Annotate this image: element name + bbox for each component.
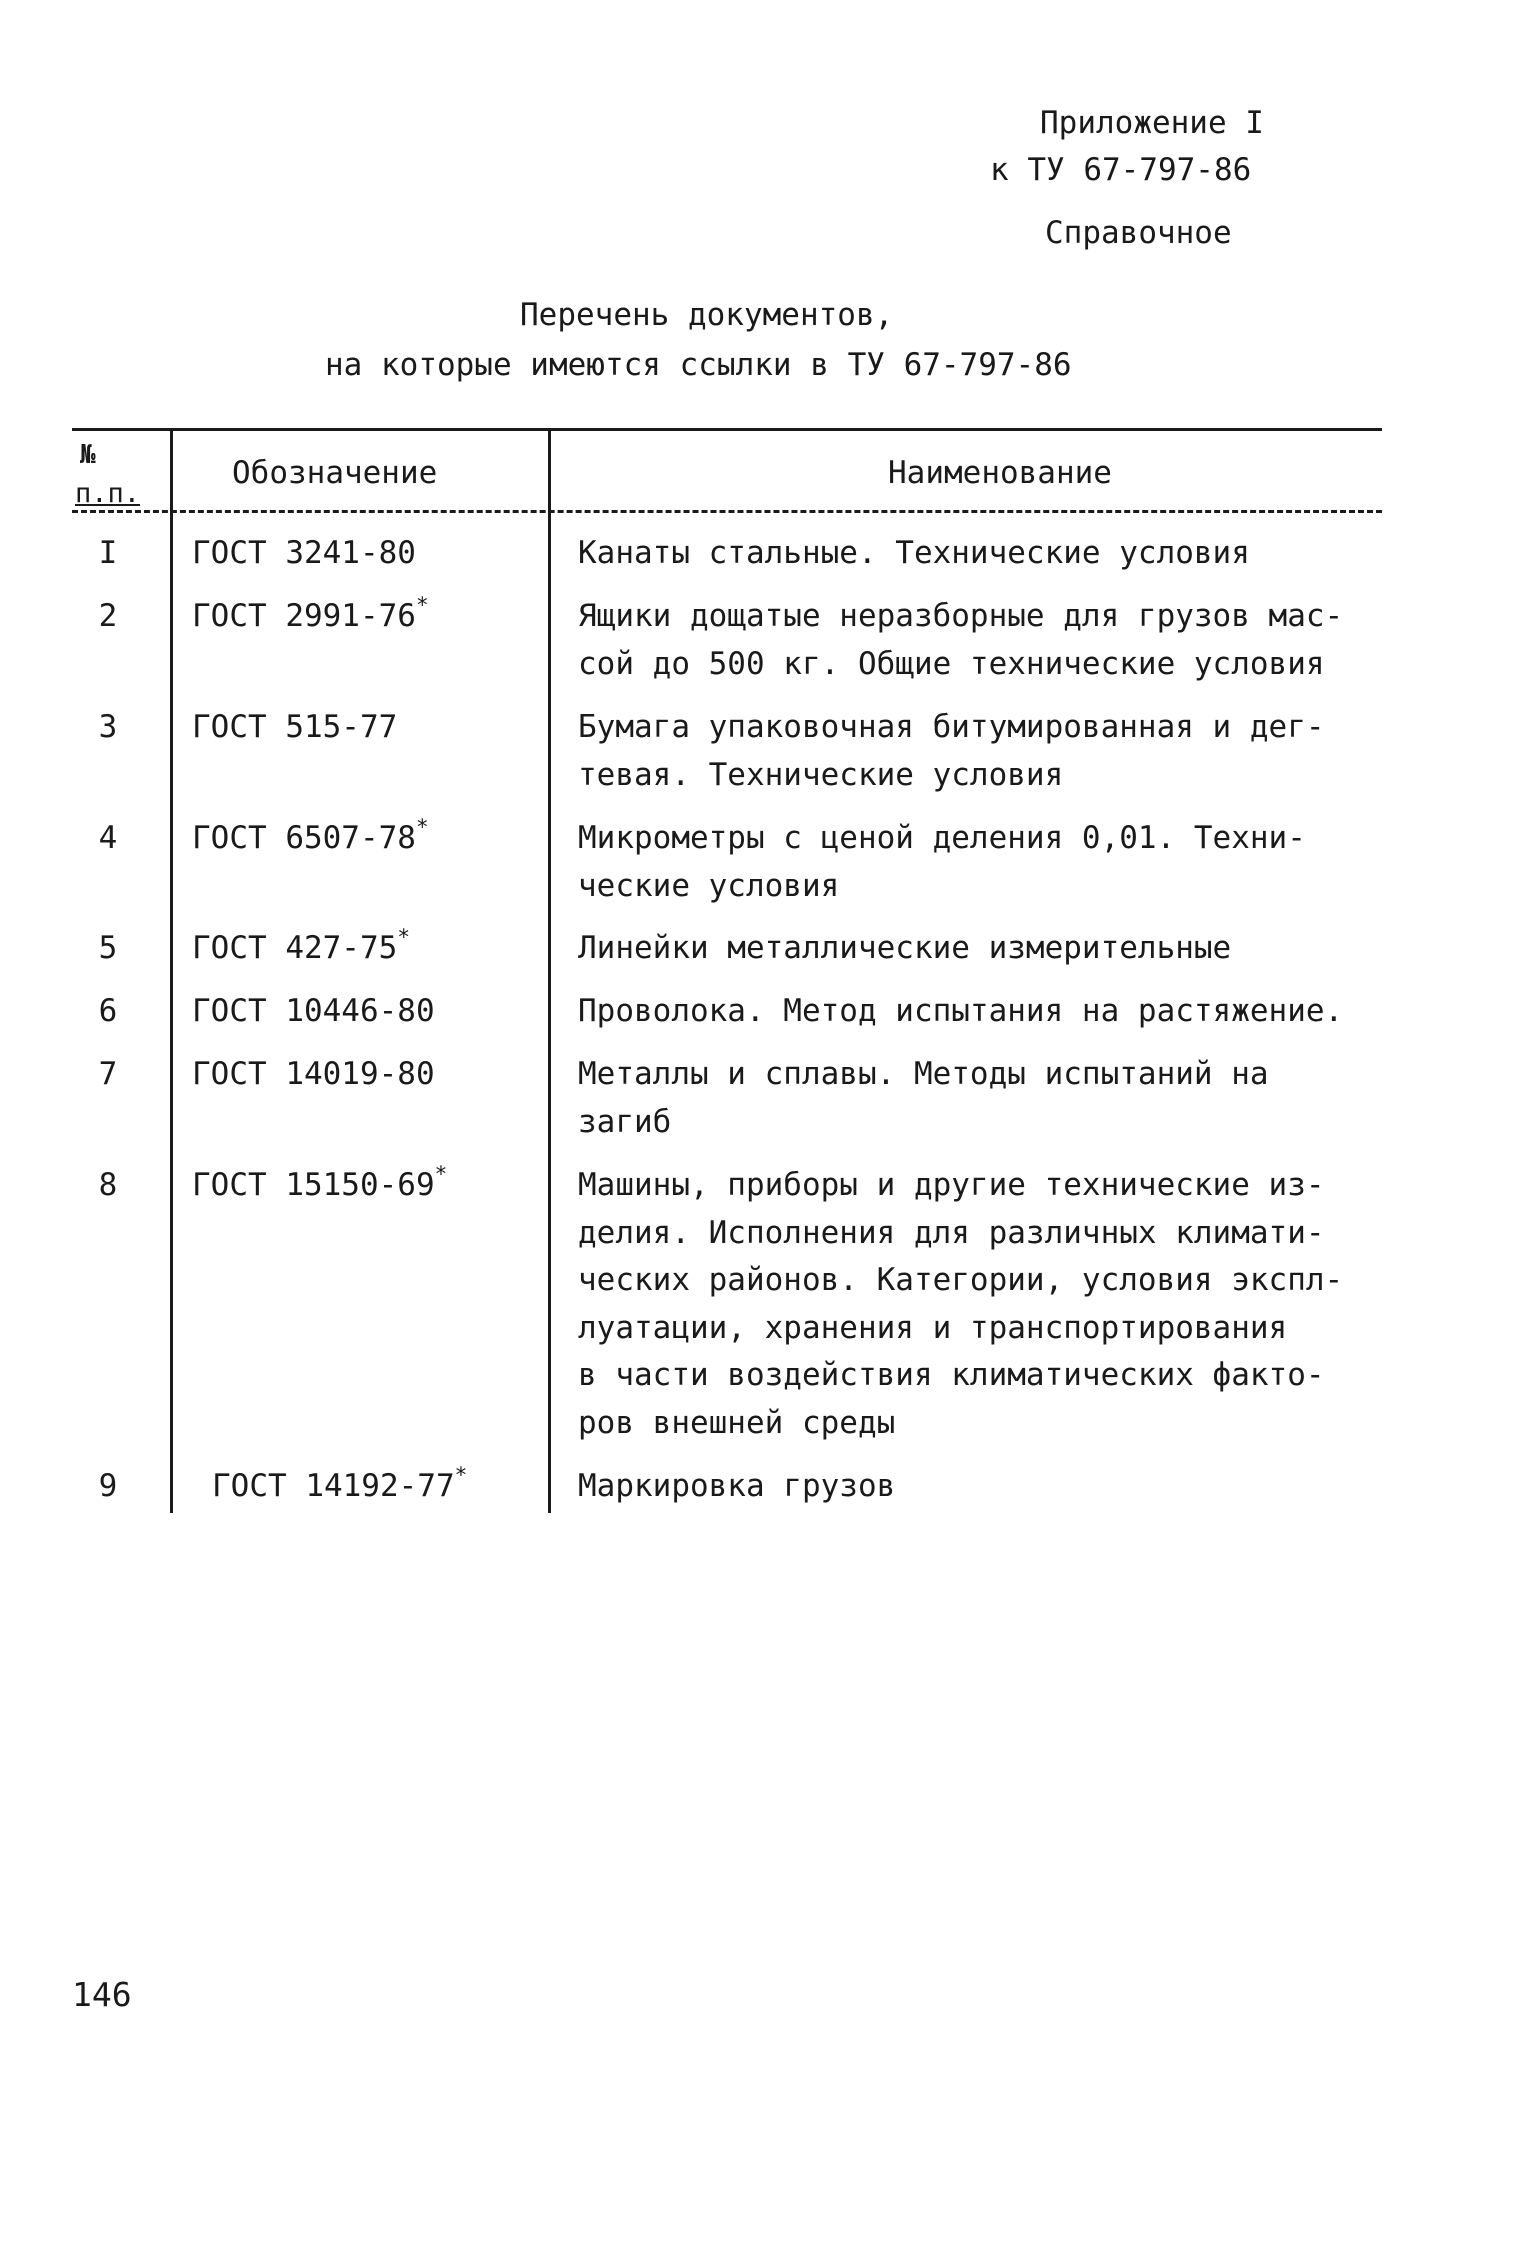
row-number: 4 bbox=[98, 820, 118, 856]
column-header-designation: Обозначение bbox=[232, 455, 438, 491]
row-number: 2 bbox=[98, 598, 118, 634]
designation-text: ГОСТ 14019-80 bbox=[192, 1056, 435, 1092]
row-number: 3 bbox=[98, 709, 118, 745]
row-name-line: загиб bbox=[578, 1103, 672, 1140]
page-number: 146 bbox=[72, 1975, 132, 2014]
row-name-line: тевая. Технические условия bbox=[578, 756, 1064, 793]
header-separator-rule bbox=[72, 510, 1382, 513]
designation-text: ГОСТ 515-77 bbox=[192, 709, 398, 745]
row-name-line: Канаты стальные. Технические условия bbox=[578, 535, 1250, 571]
row-name-line: Микрометры с ценой деления 0,01. Техни- bbox=[578, 820, 1306, 856]
row-designation bbox=[192, 593, 429, 640]
designation-text: ГОСТ 15150-69 bbox=[192, 1167, 435, 1203]
row-number: 7 bbox=[98, 1056, 118, 1092]
row-name-line: Маркировка грузов bbox=[578, 1468, 896, 1504]
row-name-line: Бумага упаковочная битумированная и дег- bbox=[578, 709, 1325, 745]
row-designation bbox=[192, 1051, 435, 1098]
row-designation bbox=[192, 815, 429, 862]
column-divider-1 bbox=[170, 428, 173, 1513]
row-name-line: Металлы и сплавы. Методы испытаний на bbox=[578, 1056, 1269, 1092]
designation-text: ГОСТ 10446-80 bbox=[192, 993, 435, 1029]
row-name-line: ческих районов. Категории, условия экспл- bbox=[578, 1262, 1344, 1298]
amendment-mark: * bbox=[415, 593, 429, 617]
row-name-line: Ящики дощатые неразборные для грузов мас- bbox=[578, 598, 1344, 634]
row-designation bbox=[192, 704, 397, 751]
row-designation bbox=[192, 925, 410, 972]
column-header-num: п.п. bbox=[75, 478, 141, 509]
row-number: 9 bbox=[98, 1468, 118, 1504]
appendix-label: Приложение I bbox=[1040, 105, 1264, 141]
designation-text: ГОСТ 6507-78 bbox=[192, 820, 416, 856]
row-number: 8 bbox=[98, 1167, 118, 1203]
row-name-line: сой до 500 кг. Общие технические условия bbox=[578, 645, 1325, 682]
row-name-line: в части воздействия климатических факто- bbox=[578, 1357, 1325, 1393]
designation-text: ГОСТ 14192-77 bbox=[212, 1468, 455, 1504]
row-name-line: Машины, приборы и другие технические из- bbox=[578, 1167, 1325, 1203]
table-top-rule bbox=[72, 428, 1382, 431]
column-divider-2 bbox=[548, 428, 551, 1513]
row-name-line: ческие условия bbox=[578, 867, 840, 904]
row-name-line: луатации, хранения и транспортирования bbox=[578, 1309, 1288, 1346]
row-number: I bbox=[98, 535, 118, 571]
row-designation bbox=[192, 988, 435, 1035]
row-number: 6 bbox=[98, 993, 118, 1029]
column-header-name: Наименование bbox=[888, 455, 1112, 491]
row-name-line: делия. Исполнения для различных климати- bbox=[578, 1214, 1325, 1251]
document-type-label: Справочное bbox=[1045, 215, 1232, 251]
designation-text: ГОСТ 427-75 bbox=[192, 930, 398, 966]
amendment-mark: * bbox=[434, 1162, 448, 1186]
row-designation bbox=[192, 530, 416, 577]
row-designation bbox=[192, 1162, 447, 1209]
amendment-mark: * bbox=[415, 815, 429, 839]
row-number: 5 bbox=[98, 930, 118, 966]
page-subtitle: на которые имеются ссылки в ТУ 67-797-86 bbox=[325, 347, 1072, 383]
row-name-line: Проволока. Метод испытания на растяжение. bbox=[578, 993, 1344, 1029]
page-title: Перечень документов, bbox=[520, 297, 894, 333]
row-designation bbox=[212, 1463, 467, 1510]
amendment-mark: * bbox=[454, 1463, 468, 1487]
designation-text: ГОСТ 2991-76 bbox=[192, 598, 416, 634]
amendment-mark: * bbox=[397, 925, 410, 949]
row-name-line: ров внешней среды bbox=[578, 1404, 896, 1441]
reference-label: к ТУ 67-797-86 bbox=[990, 152, 1252, 188]
designation-text: ГОСТ 3241-80 bbox=[192, 535, 416, 571]
column-header-num-symbol: № bbox=[80, 440, 96, 470]
row-name-line: Линейки металлические измерительные bbox=[578, 930, 1232, 966]
